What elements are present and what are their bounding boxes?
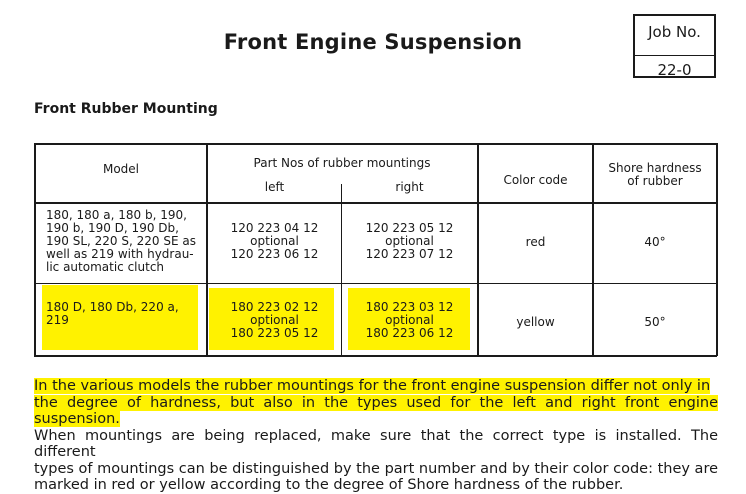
row1-model: [46, 209, 204, 274]
highlighted-note-line: the degree of hardness, but also in the types used for the left and right front engine suspension.: [34, 394, 718, 427]
row2-right-line: optional: [385, 313, 434, 327]
header-model: Model: [102, 162, 140, 176]
row2-left-line: 180 223 02 12: [230, 300, 319, 314]
row2-left-line: 180 223 05 12: [230, 326, 319, 340]
row1-model-line: lic automatic clutch: [46, 260, 165, 274]
row2-hardness: 50°: [644, 315, 666, 329]
row2-right-part: [343, 301, 476, 340]
row1-left-line: optional: [250, 234, 299, 248]
table-border-bottom: [34, 355, 717, 357]
note-line: [34, 395, 718, 428]
note-line: types of mountings can be distinguished by the part number and by their color code: they are: [34, 460, 719, 477]
note-line: [34, 378, 718, 395]
row1-right-line: optional: [385, 234, 434, 248]
column-divider-2: [341, 184, 342, 356]
header-row-divider: [34, 202, 717, 204]
page-title: Front Engine Suspension: [223, 30, 523, 54]
table-border-top: [34, 143, 717, 145]
row2-model-line: 180 D, 180 Db, 220 a, 219: [46, 300, 179, 327]
row2-right-line: 180 223 06 12: [365, 326, 454, 340]
row1-model-line: 180, 180 a, 180 b, 190,: [46, 208, 187, 222]
row1-model-line: 190 b, 190 D, 190 Db,: [46, 221, 179, 235]
header-part-nos: Part Nos of rubber mountings: [253, 156, 431, 170]
row1-model-line: well as 219 with hydrau-: [46, 247, 194, 261]
row1-right-line: 120 223 05 12: [365, 221, 454, 235]
row1-left-part: [208, 222, 341, 261]
row1-right-part: [343, 222, 476, 261]
row1-left-line: 120 223 04 12: [230, 221, 319, 235]
row2-left-part: [208, 301, 341, 340]
row1-hardness: 40°: [644, 235, 666, 249]
header-right: right: [395, 180, 424, 194]
section-title: Front Rubber Mounting: [34, 101, 218, 117]
job-number-label: Job No.: [648, 23, 701, 41]
note-paragraph: [34, 378, 718, 494]
header-shore-line1: Shore hardness: [608, 161, 702, 175]
row1-color: red: [525, 235, 546, 249]
row1-model-line: 190 SL, 220 S, 220 SE as: [46, 234, 196, 248]
table-border-right: [716, 143, 718, 356]
row1-left-line: 120 223 06 12: [230, 247, 319, 261]
row1-right-line: 120 223 07 12: [365, 247, 454, 261]
note-line: When mountings are being replaced, make sure that the correct type is installed. The different: [34, 427, 718, 460]
job-number-value: 22-0: [657, 61, 692, 79]
row2-color: yellow: [516, 315, 555, 329]
body-row-divider: [34, 283, 717, 284]
header-shore-line2: of rubber: [627, 174, 683, 188]
header-left: left: [264, 180, 285, 194]
note-line: marked in red or yellow according to the degree of Shore hardness of the rubber.: [34, 477, 624, 493]
header-color-code: Color code: [503, 173, 568, 187]
row2-right-line: 180 223 03 12: [365, 300, 454, 314]
row2-model: [46, 301, 204, 327]
row2-left-line: optional: [250, 313, 299, 327]
highlighted-note-line: In the various models the rubber mountings for the front engine suspension differ not only in: [34, 378, 711, 394]
